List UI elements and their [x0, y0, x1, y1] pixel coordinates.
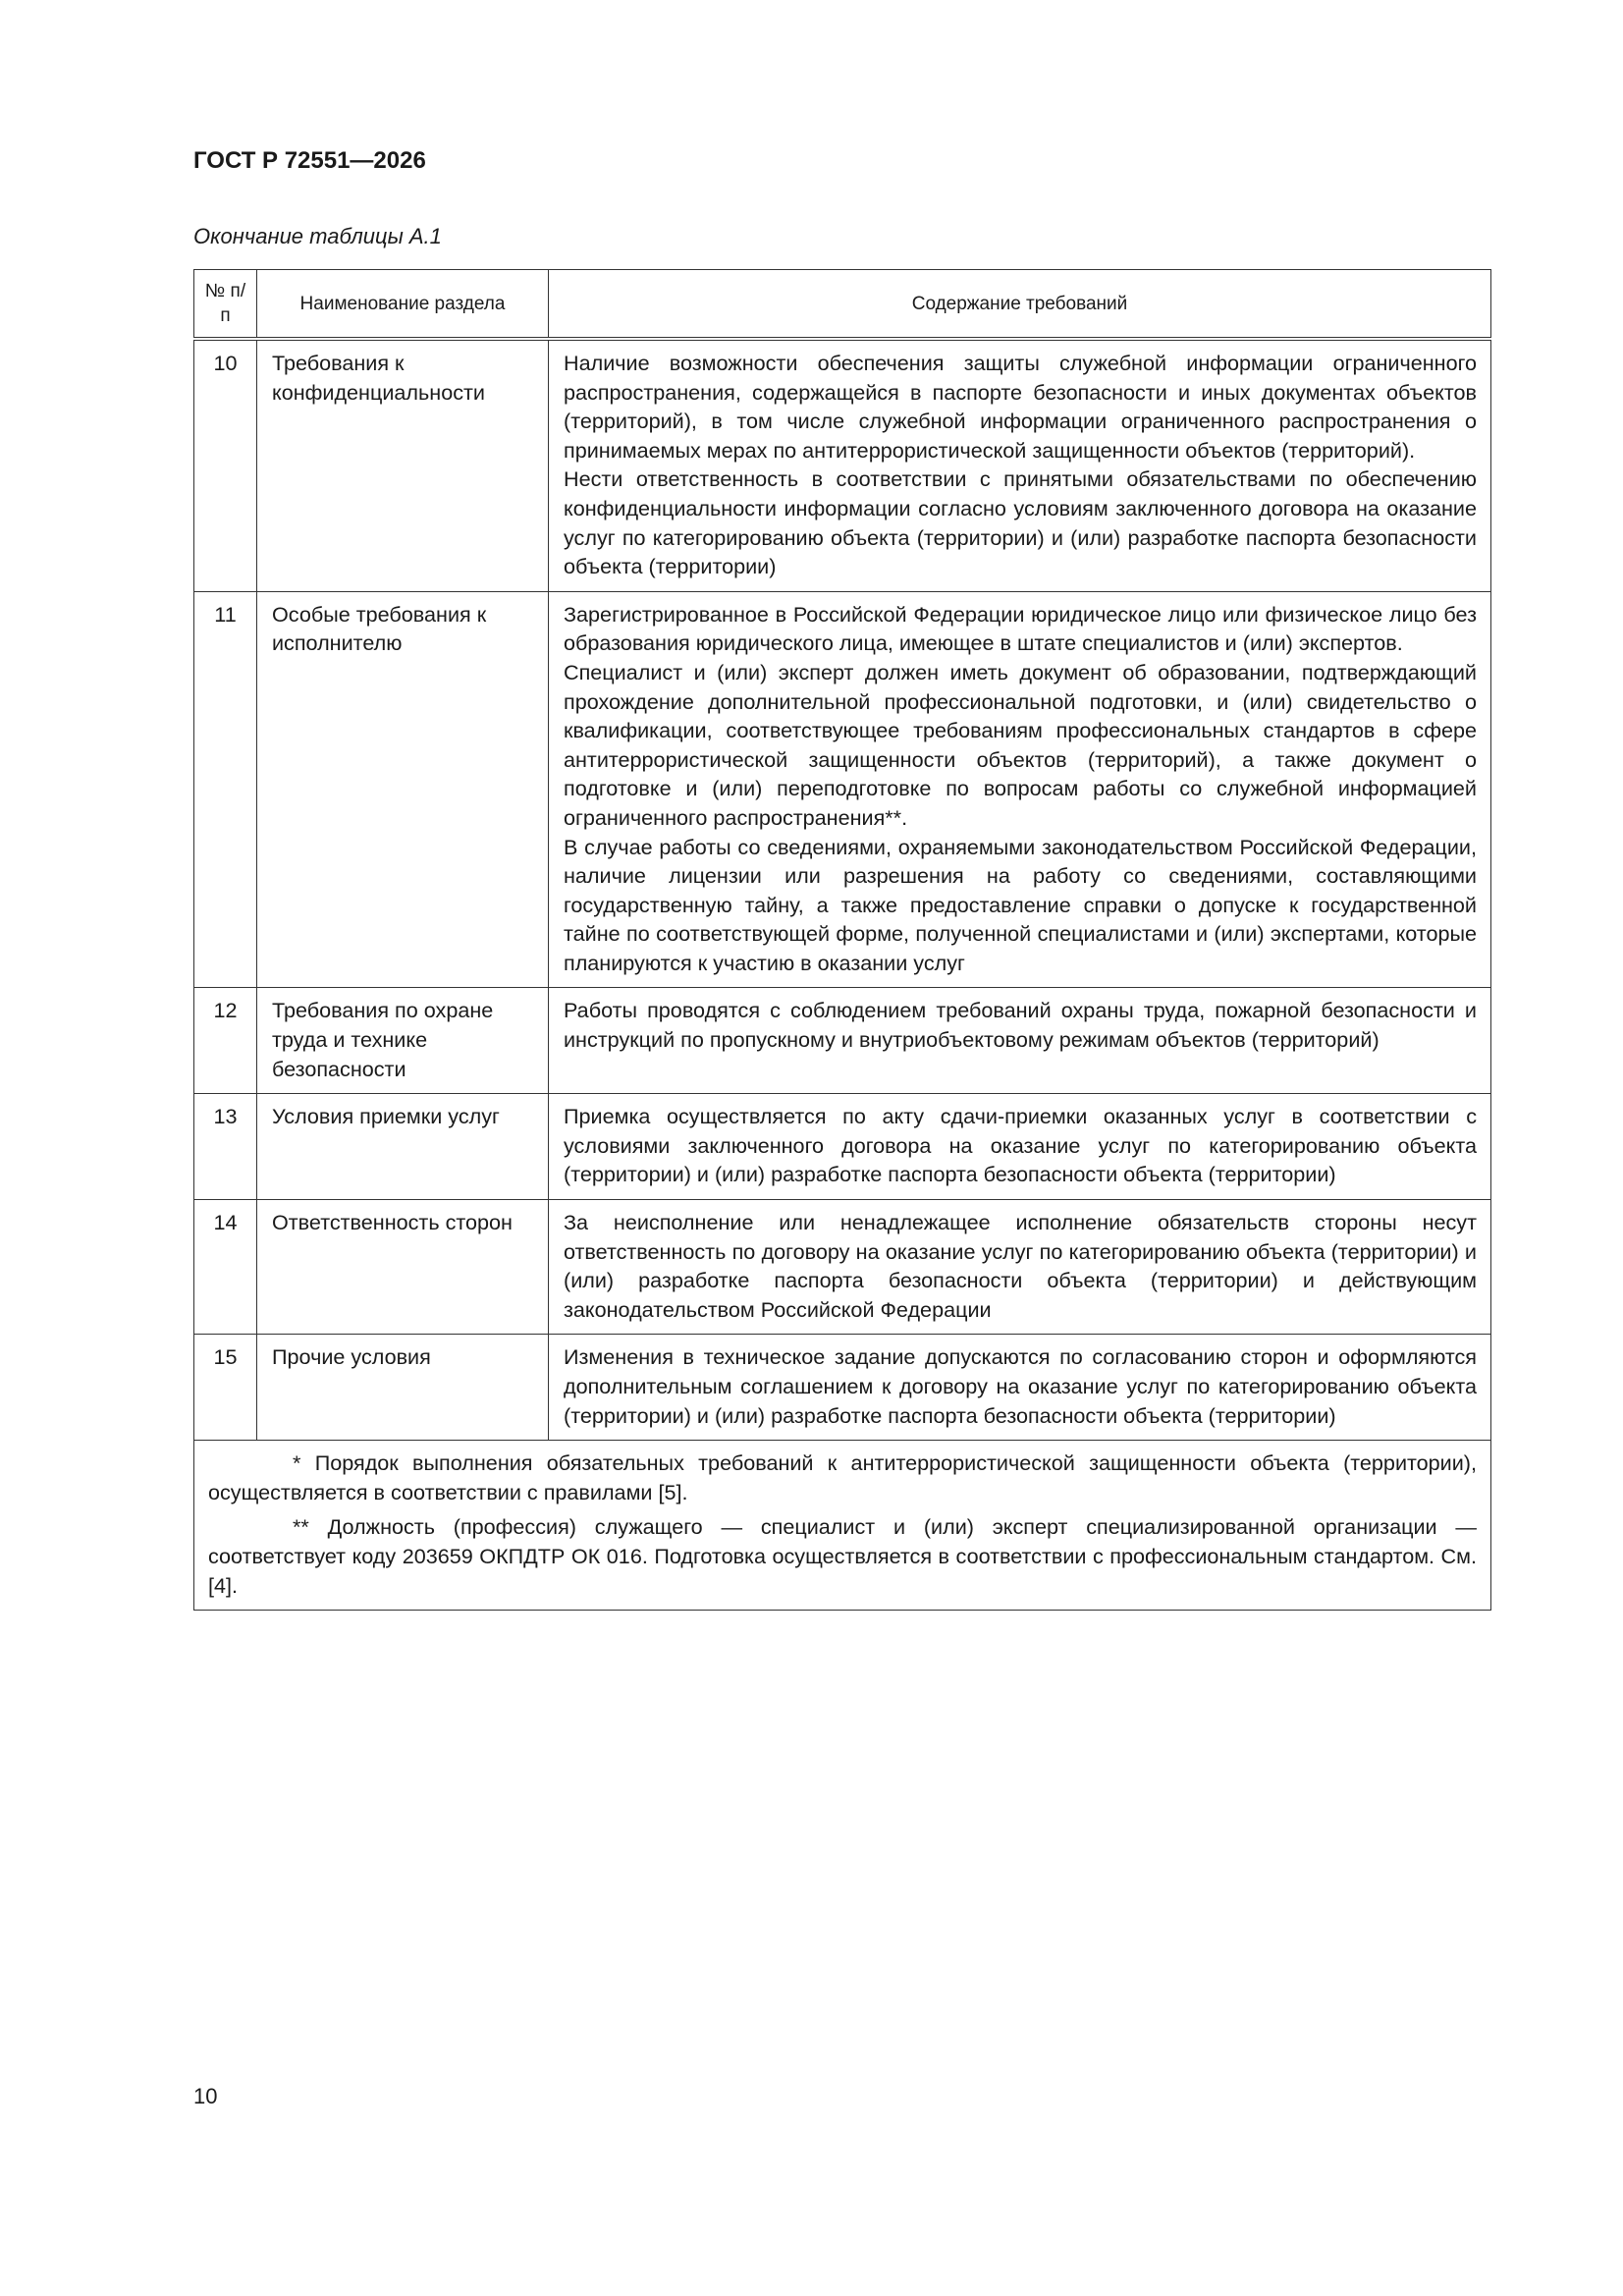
- document-code: ГОСТ Р 72551—2026: [193, 147, 426, 174]
- table-row: [194, 988, 1491, 1094]
- requirement-paragraph: Нести ответственность в соответствии с принятыми обязательствами по обеспечению конфиденциальности информации согласно условиям заключенного договора на оказание услуг по категорированию объекта (территории) и (или) разработке паспорта безопасности объекта (территории): [564, 466, 1477, 579]
- header-requirements: Содержание требований: [549, 270, 1491, 340]
- requirement-paragraph: В случае работы со сведениями, охраняемыми законодательством Российской Федерации, наличие лицензии или разрешения на работу со сведениями, составляющими государственную тайну, а также предоставление справки о допуске к государственной тайне по соответствующей форме, полученной специалистами и (или) экспертами, которые планируются к участию в оказании услуг: [564, 834, 1477, 975]
- row-number: 13: [194, 1094, 257, 1200]
- requirements-cell: [549, 1200, 1491, 1335]
- page-number: 10: [193, 2084, 218, 2108]
- requirement-paragraph: За неисполнение или ненадлежащее исполнение обязательств стороны несут ответственность по договору на оказание услуг по категорированию объекта (территории) и (или) разработке паспорта безопасности объекта (территории) и действующим законодательством Российской Федерации: [564, 1210, 1477, 1322]
- requirement-paragraph: Приемка осуществляется по акту сдачи-приемки оказанных услуг в соответствии с условиями заключенного договора на оказание услуг по категорированию объекта (территории) и (или) разработке паспорта безопасности объекта (территории): [564, 1104, 1477, 1187]
- table-row: [194, 591, 1491, 988]
- section-name: Требования по охране труда и технике безопасности: [257, 988, 549, 1094]
- section-name: Особые требования к исполнителю: [257, 591, 549, 988]
- row-number: 15: [194, 1335, 257, 1441]
- row-number: 14: [194, 1200, 257, 1335]
- requirement-paragraph: Работы проводятся с соблюдением требований охраны труда, пожарной безопасности и инструкций по пропускному и внутриобъектовому режимам объектов (территорий): [564, 998, 1477, 1053]
- section-name: Требования к конфиденциальности: [257, 339, 549, 591]
- table-header-row: [194, 270, 1491, 340]
- section-name: Прочие условия: [257, 1335, 549, 1441]
- requirements-cell: [549, 339, 1491, 591]
- table-row: [194, 1200, 1491, 1335]
- header-name: Наименование раздела: [257, 270, 549, 340]
- row-number: 10: [194, 339, 257, 591]
- section-name: Ответственность сторон: [257, 1200, 549, 1335]
- footnotes-row: [194, 1441, 1491, 1611]
- table-row: [194, 1335, 1491, 1441]
- requirements-cell: [549, 1094, 1491, 1200]
- footnote: ** Должность (профессия) служащего — специалист и (или) эксперт специализированной организации — соответствует коду 203659 ОКПДТР ОК 016. Подготовка осуществляется в соответствии с профессиональным стандартом. См. [4].: [208, 1514, 1477, 1598]
- requirement-paragraph: Наличие возможности обеспечения защиты служебной информации ограниченного распространения, содержащейся в паспорте безопасности и иных документах объектов (территорий), в том числе служебной информации ограниченного распространения о принимаемых мерах по антитеррористической защищенности объектов (территорий).: [564, 351, 1477, 463]
- requirements-table: [193, 269, 1491, 1611]
- requirement-paragraph: Специалист и (или) эксперт должен иметь документ об образовании, подтверждающий прохождение дополнительной профессиональной подготовки, и (или) свидетельство о квалификации, соответствующее требованиям профессиональных стандартов в сфере антитеррористической защищенности объектов (территорий), а также документ о подготовке и (или) переподготовке по вопросам работы со служебной информацией ограниченного распространения**.: [564, 659, 1477, 830]
- table-caption: Окончание таблицы А.1: [193, 224, 442, 248]
- footnotes-cell: [194, 1441, 1491, 1611]
- requirement-paragraph: Изменения в техническое задание допускаются по согласованию сторон и оформляются дополнительным соглашением к договору на оказание услуг по категорированию объекта (территории) и (или) разработке паспорта безопасности объекта (территории): [564, 1344, 1477, 1428]
- row-number: 11: [194, 591, 257, 988]
- row-number: 12: [194, 988, 257, 1094]
- section-name: Условия приемки услуг: [257, 1094, 549, 1200]
- table-row: [194, 339, 1491, 591]
- requirement-paragraph: Зарегистрированное в Российской Федерации юридическое лицо или физическое лицо без образования юридического лица, имеющее в штате специалистов и (или) экспертов.: [564, 601, 1477, 656]
- table-row: [194, 1094, 1491, 1200]
- footnote: * Порядок выполнения обязательных требований к антитеррористической защищенности объекта (территории), осуществляется в соответствии с правилами [5].: [208, 1450, 1477, 1504]
- requirements-cell: [549, 1335, 1491, 1441]
- requirements-cell: [549, 988, 1491, 1094]
- requirements-cell: [549, 591, 1491, 988]
- header-num: № п/п: [194, 270, 257, 340]
